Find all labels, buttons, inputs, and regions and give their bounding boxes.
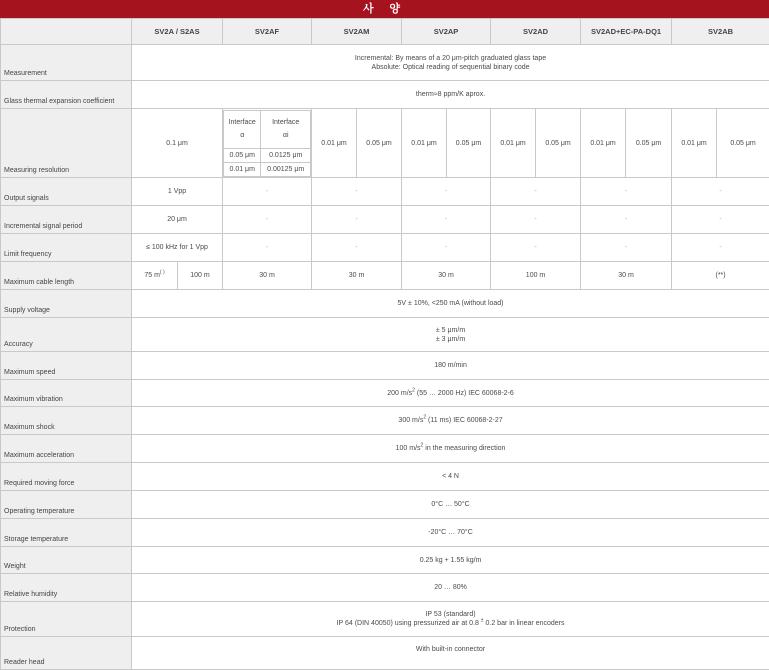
af-interface-2-symbol: αi [282, 132, 289, 139]
row-label: Glass thermal expansion coefficient [1, 81, 132, 109]
glass-value: ≈8 ppm/K aprox. [433, 91, 486, 98]
af-interface-1 [224, 110, 261, 148]
row-operating-temp [1, 491, 769, 519]
cell-speed: 180 m/min [132, 352, 769, 380]
accuracy-line2: ± 3 μm/m [435, 335, 466, 343]
cell-output-ab: - [672, 178, 769, 206]
af-b2: 0.00125 μm [261, 162, 311, 176]
row-output [1, 178, 769, 206]
row-label: Operating temperature [1, 491, 132, 519]
row-resolution [1, 109, 769, 178]
cell-res-ad1: 0.01 μm [491, 109, 536, 178]
cell-glass [132, 81, 769, 109]
row-label: Maximum cable length [1, 262, 132, 290]
row-label: Output signals [1, 178, 132, 206]
af-a1: 0.05 μm [224, 148, 261, 162]
shock-b: (11 ms) IEC 60068-2-27 [426, 417, 503, 424]
row-humidity [1, 574, 769, 602]
row-label: Reader head [1, 637, 132, 670]
cell-res-s2a: 0.1 μm [132, 109, 223, 178]
row-measurement [1, 45, 769, 81]
glass-prefix: therm [415, 91, 434, 98]
protection-line2 [133, 619, 768, 628]
cell-limit-ap: - [402, 234, 491, 262]
cell-cable-af: 30 m [223, 262, 312, 290]
measurement-line1: Incremental: By means of a 20 μm-pitch graduated glass tape [354, 54, 547, 62]
row-label: Maximum shock [1, 407, 132, 435]
af-b1: 0.0125 μm [261, 148, 311, 162]
cell-period-s2a: 20 μm [132, 206, 223, 234]
accel-sup: 2 [420, 442, 424, 449]
row-storage-temp [1, 519, 769, 547]
cable-s2a-a-note: ( ) [159, 269, 165, 276]
protection-line1: IP 53 (standard) [425, 611, 476, 618]
cell-period-dq: - [581, 206, 672, 234]
cell-limit-am: - [312, 234, 402, 262]
cell-res-ad2: 0.05 μm [536, 109, 581, 178]
cell-storage-temp: -20°C … 70°C [132, 519, 769, 547]
row-label: Storage temperature [1, 519, 132, 547]
row-label: Measurement [1, 45, 132, 81]
cell-cable-s2a-a [132, 262, 178, 290]
cell-res-af [223, 109, 312, 178]
cell-period-ap: - [402, 206, 491, 234]
accel-b: in the measuring direction [423, 445, 506, 452]
header-col-sv2a: SV2A / S2AS [132, 19, 223, 45]
af-interface-1-label: Interface [228, 119, 256, 126]
row-shock [1, 407, 769, 435]
cell-reader-head: With built-in connector [132, 637, 769, 670]
protection-line2b: 0.2 bar in linear encoders [485, 620, 565, 627]
cell-cable-s2a-b: 100 m [178, 262, 223, 290]
cell-period-ab: - [672, 206, 769, 234]
row-acceleration [1, 435, 769, 463]
protection-line2-sup: ± [480, 617, 484, 624]
cell-vibration [132, 380, 769, 407]
row-label: Maximum acceleration [1, 435, 132, 463]
cell-res-dq1: 0.01 μm [581, 109, 626, 178]
cell-limit-ad: - [491, 234, 581, 262]
cell-output-dq: - [581, 178, 672, 206]
cell-res-ab1: 0.01 μm [672, 109, 717, 178]
row-label: Maximum speed [1, 352, 132, 380]
cell-operating-temp: 0°C … 50°C [132, 491, 769, 519]
row-supply [1, 290, 769, 318]
row-protection [1, 602, 769, 637]
row-label: Required moving force [1, 463, 132, 491]
cell-force: < 4 N [132, 463, 769, 491]
cell-shock [132, 407, 769, 435]
row-label: Maximum vibration [1, 380, 132, 407]
res-af-subtable [223, 110, 311, 177]
cell-accuracy [132, 318, 769, 352]
cell-limit-dq: - [581, 234, 672, 262]
row-force [1, 463, 769, 491]
shock-sup: 2 [423, 414, 427, 421]
row-label: Relative humidity [1, 574, 132, 602]
cell-limit-ab: - [672, 234, 769, 262]
cell-res-dq2: 0.05 μm [626, 109, 672, 178]
cell-weight: 0.25 kg + 1.55 kg/m [132, 547, 769, 574]
cell-period-am: - [312, 206, 402, 234]
cell-measurement [132, 45, 769, 81]
cell-cable-ab: (**) [672, 262, 769, 290]
cell-res-ap2: 0.05 μm [447, 109, 491, 178]
header-col-sv2ad: SV2AD [491, 19, 581, 45]
row-reader-head [1, 637, 769, 670]
row-period [1, 206, 769, 234]
cell-cable-dq: 30 m [581, 262, 672, 290]
row-speed [1, 352, 769, 380]
cell-cable-ad: 100 m [491, 262, 581, 290]
row-cable [1, 262, 769, 290]
cell-cable-am: 30 m [312, 262, 402, 290]
row-label: Protection [1, 602, 132, 637]
accel-a: 100 m/s [395, 445, 421, 452]
header-col-sv2af: SV2AF [223, 19, 312, 45]
header-col-sv2ad-ec: SV2AD+EC-PA-DQ1 [581, 19, 672, 45]
cell-protection [132, 602, 769, 637]
header-corner [1, 19, 132, 45]
vibration-a: 200 m/s [387, 389, 413, 397]
cell-output-af: - [223, 178, 312, 206]
cell-output-am: - [312, 178, 402, 206]
cable-s2a-a: 75 m [144, 272, 160, 279]
header-col-sv2am: SV2AM [312, 19, 402, 45]
cell-supply: 5V ± 10%, <250 mA (without load) [132, 290, 769, 318]
row-accuracy [1, 318, 769, 352]
vibration-sup: 2 [412, 387, 415, 394]
cell-period-af: - [223, 206, 312, 234]
row-label: Measuring resolution [1, 109, 132, 178]
spec-title-bar [0, 0, 769, 18]
cell-res-am2: 0.05 μm [357, 109, 402, 178]
cell-output-ad: - [491, 178, 581, 206]
shock-a: 300 m/s [398, 417, 424, 424]
af-a2: 0.01 μm [224, 162, 261, 176]
vibration-b: (55 … 2000 Hz) IEC 60068-2-6 [414, 389, 514, 397]
cell-res-ab2: 0.05 μm [717, 109, 769, 178]
specification-table [0, 18, 769, 670]
af-interface-2-label: Interface [272, 119, 300, 126]
spec-title: 사 양 [362, 2, 407, 15]
row-vibration [1, 380, 769, 407]
accuracy-line1: ± 5 μm/m [435, 326, 466, 334]
cell-output-ap: - [402, 178, 491, 206]
row-glass [1, 81, 769, 109]
row-label: Incremental signal period [1, 206, 132, 234]
measurement-line2: Absolute: Optical reading of sequential binary code [371, 63, 530, 71]
af-interface-2 [261, 110, 311, 148]
cell-limit-s2a: ≤ 100 kHz for 1 Vpp [132, 234, 223, 262]
row-label: Weight [1, 547, 132, 574]
cell-res-am1: 0.01 μm [312, 109, 357, 178]
cell-res-ap1: 0.01 μm [402, 109, 447, 178]
header-row [1, 19, 769, 45]
cell-period-ad: - [491, 206, 581, 234]
cell-cable-ap: 30 m [402, 262, 491, 290]
cell-humidity: 20 … 80% [132, 574, 769, 602]
row-limit [1, 234, 769, 262]
row-label: Supply voltage [1, 290, 132, 318]
protection-line2a: IP 64 (DIN 40050) using pressurized air at 0.8 [336, 620, 479, 627]
header-col-sv2ab: SV2AB [672, 19, 769, 45]
cell-limit-af: - [223, 234, 312, 262]
cell-output-s2a: 1 Vpp [132, 178, 223, 206]
row-label: Accuracy [1, 318, 132, 352]
row-weight [1, 547, 769, 574]
af-interface-1-symbol: α [240, 132, 245, 139]
header-col-sv2ap: SV2AP [402, 19, 491, 45]
cell-acceleration [132, 435, 769, 463]
row-label: Limit frequency [1, 234, 132, 262]
